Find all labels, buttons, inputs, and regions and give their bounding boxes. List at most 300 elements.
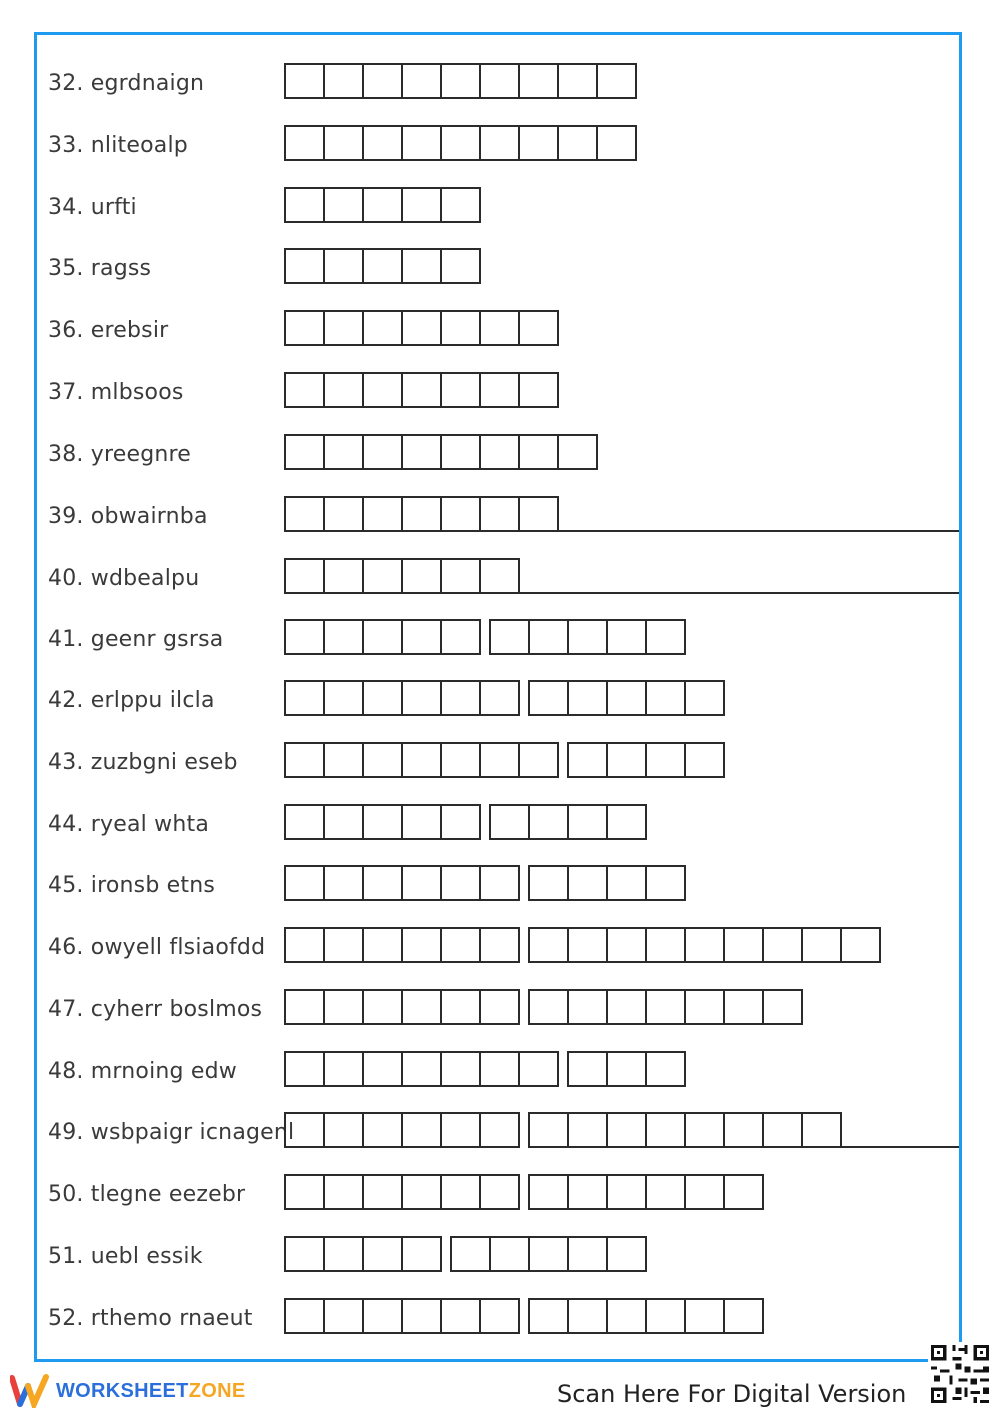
letter-box[interactable] [325, 560, 364, 592]
letter-box[interactable] [530, 1114, 569, 1146]
letter-box[interactable] [325, 1238, 364, 1270]
letter-box[interactable] [520, 436, 559, 468]
letter-box[interactable] [442, 682, 481, 714]
puzzle-row [48, 63, 963, 103]
letter-box[interactable] [725, 1300, 762, 1332]
answer-word-group [284, 1112, 520, 1148]
letter-box[interactable] [530, 682, 569, 714]
puzzle-row [48, 680, 963, 720]
letter-box[interactable] [325, 744, 364, 776]
letter-box[interactable] [559, 65, 598, 97]
answer-word-group [284, 434, 598, 470]
scrambled-word-label: 44. ryeal whta [48, 812, 210, 837]
answer-boxes [284, 804, 655, 840]
scrambled-word-label: 47. cyherr boslmos [48, 997, 263, 1022]
letter-box[interactable] [286, 1300, 325, 1332]
letter-box[interactable] [364, 189, 403, 221]
letter-box[interactable] [442, 127, 481, 159]
letter-box[interactable] [325, 250, 364, 282]
letter-box[interactable] [608, 1176, 647, 1208]
answer-word-group [284, 989, 520, 1025]
letter-box[interactable] [364, 498, 403, 530]
letter-box[interactable] [569, 1176, 608, 1208]
answer-boxes [284, 558, 528, 594]
letter-box[interactable] [364, 65, 403, 97]
letter-box[interactable] [286, 1053, 325, 1085]
letter-box[interactable] [403, 744, 442, 776]
letter-box[interactable] [569, 991, 608, 1023]
answer-boxes [284, 434, 606, 470]
letter-box[interactable] [569, 744, 608, 776]
letter-box[interactable] [403, 1053, 442, 1085]
letter-box[interactable] [569, 929, 608, 961]
puzzle-row [48, 865, 963, 905]
answer-boxes [284, 989, 811, 1025]
letter-box[interactable] [286, 189, 325, 221]
letter-box[interactable] [481, 127, 520, 159]
answer-word-group [284, 619, 481, 655]
letter-box[interactable] [481, 929, 518, 961]
letter-box[interactable] [491, 806, 530, 838]
answer-word-group [284, 680, 520, 716]
answer-boxes [284, 310, 567, 346]
scrambled-word-label: 49. wsbpaigr icnagenl [48, 1120, 295, 1145]
letter-box[interactable] [286, 744, 325, 776]
letter-box[interactable] [647, 1176, 686, 1208]
letter-box[interactable] [647, 991, 686, 1023]
letter-box[interactable] [403, 621, 442, 653]
qr-code-icon[interactable] [928, 1342, 992, 1406]
letter-box[interactable] [481, 1053, 520, 1085]
answer-word-group [528, 865, 686, 901]
letter-box[interactable] [286, 250, 325, 282]
letter-box[interactable] [286, 806, 325, 838]
puzzle-row [48, 1051, 963, 1091]
letter-box[interactable] [764, 991, 801, 1023]
letter-box[interactable] [403, 189, 442, 221]
letter-box[interactable] [481, 1114, 518, 1146]
letter-box[interactable] [364, 991, 403, 1023]
scrambled-word-label: 43. zuzbgni eseb [48, 750, 238, 775]
answer-word-group [284, 1174, 520, 1210]
letter-box[interactable] [559, 127, 598, 159]
letter-box[interactable] [481, 991, 518, 1023]
puzzle-row [48, 434, 963, 474]
letter-box[interactable] [481, 560, 518, 592]
letter-box[interactable] [325, 189, 364, 221]
letter-box[interactable] [530, 806, 569, 838]
answer-boxes [284, 680, 733, 716]
letter-box[interactable] [286, 312, 325, 344]
letter-box[interactable] [647, 1114, 686, 1146]
puzzle-row [48, 1298, 963, 1338]
letter-box[interactable] [608, 806, 645, 838]
answer-line[interactable] [520, 592, 959, 594]
letter-box[interactable] [569, 682, 608, 714]
letter-box[interactable] [286, 560, 325, 592]
letter-box[interactable] [286, 374, 325, 406]
letter-box[interactable] [530, 1238, 569, 1270]
letter-box[interactable] [364, 682, 403, 714]
letter-box[interactable] [608, 1238, 645, 1270]
letter-box[interactable] [725, 1114, 764, 1146]
answer-word-group [567, 1051, 686, 1087]
letter-box[interactable] [520, 1053, 557, 1085]
answer-boxes [284, 1112, 850, 1148]
letter-box[interactable] [569, 621, 608, 653]
puzzle-row [48, 1236, 963, 1276]
letter-box[interactable] [686, 991, 725, 1023]
letter-box[interactable] [286, 1176, 325, 1208]
letter-box[interactable] [608, 1300, 647, 1332]
letter-box[interactable] [442, 929, 481, 961]
letter-box[interactable] [530, 991, 569, 1023]
letter-box[interactable] [481, 374, 520, 406]
letter-box[interactable] [364, 1114, 403, 1146]
letter-box[interactable] [403, 560, 442, 592]
letter-box[interactable] [442, 250, 479, 282]
letter-box[interactable] [520, 312, 557, 344]
letter-box[interactable] [403, 991, 442, 1023]
answer-word-group [284, 496, 559, 532]
letter-box[interactable] [364, 312, 403, 344]
letter-box[interactable] [325, 498, 364, 530]
letter-box[interactable] [442, 374, 481, 406]
letter-box[interactable] [442, 867, 481, 899]
letter-box[interactable] [442, 806, 479, 838]
answer-word-group [284, 248, 481, 284]
answer-word-group [284, 558, 520, 594]
letter-box[interactable] [325, 991, 364, 1023]
puzzle-row [48, 372, 963, 412]
letter-box[interactable] [481, 744, 520, 776]
letter-box[interactable] [325, 1053, 364, 1085]
answer-word-group [450, 1236, 647, 1272]
letter-box[interactable] [325, 621, 364, 653]
answer-line[interactable] [559, 530, 959, 532]
answer-line[interactable] [842, 1146, 959, 1148]
letter-box[interactable] [520, 744, 557, 776]
letter-box[interactable] [686, 682, 723, 714]
letter-box[interactable] [442, 189, 479, 221]
letter-box[interactable] [569, 1238, 608, 1270]
letter-box[interactable] [286, 436, 325, 468]
letter-box[interactable] [286, 621, 325, 653]
letter-box[interactable] [647, 929, 686, 961]
answer-boxes [284, 1298, 772, 1334]
letter-box[interactable] [364, 127, 403, 159]
letter-box[interactable] [364, 436, 403, 468]
letter-box[interactable] [442, 312, 481, 344]
letter-box[interactable] [403, 1176, 442, 1208]
letter-box[interactable] [442, 744, 481, 776]
answer-word-group [528, 927, 881, 963]
letter-box[interactable] [403, 312, 442, 344]
puzzle-row [48, 496, 963, 536]
answer-word-group [284, 927, 520, 963]
puzzle-row [48, 1174, 963, 1214]
letter-box[interactable] [647, 867, 684, 899]
scrambled-word-label: 50. tlegne eezebr [48, 1182, 246, 1207]
letter-box[interactable] [647, 1053, 684, 1085]
brand-part-zone: ZONE [188, 1379, 246, 1402]
letter-box[interactable] [364, 250, 403, 282]
letter-box[interactable] [403, 1114, 442, 1146]
scan-caption: Scan Here For Digital Version [557, 1380, 907, 1408]
answer-word-group [528, 989, 803, 1025]
answer-word-group [284, 1298, 520, 1334]
letter-box[interactable] [842, 929, 879, 961]
scrambled-word-label: 34. urfti [48, 195, 137, 220]
letter-box[interactable] [520, 65, 559, 97]
letter-box[interactable] [530, 1300, 569, 1332]
letter-box[interactable] [686, 1300, 725, 1332]
letter-box[interactable] [491, 621, 530, 653]
letter-box[interactable] [442, 991, 481, 1023]
scrambled-word-label: 35. ragss [48, 256, 152, 281]
letter-box[interactable] [364, 1053, 403, 1085]
answer-boxes [284, 248, 489, 284]
letter-box[interactable] [403, 806, 442, 838]
letter-box[interactable] [598, 65, 635, 97]
letter-box[interactable] [520, 498, 557, 530]
letter-box[interactable] [481, 867, 518, 899]
answer-word-group [528, 1298, 764, 1334]
scrambled-word-label: 32. egrdnaign [48, 71, 205, 96]
answer-word-group [528, 1174, 764, 1210]
letter-box[interactable] [647, 744, 686, 776]
puzzle-row [48, 619, 963, 659]
letter-box[interactable] [481, 312, 520, 344]
letter-box[interactable] [364, 1176, 403, 1208]
letter-box[interactable] [325, 867, 364, 899]
letter-box[interactable] [325, 436, 364, 468]
puzzle-row [48, 125, 963, 165]
scrambled-word-label: 46. owyell flsiaofdd [48, 935, 266, 960]
letter-box[interactable] [286, 682, 325, 714]
letter-box[interactable] [647, 682, 686, 714]
letter-box[interactable] [403, 498, 442, 530]
answer-word-group [284, 125, 637, 161]
letter-box[interactable] [286, 929, 325, 961]
letter-box[interactable] [286, 1238, 325, 1270]
letter-box[interactable] [686, 1114, 725, 1146]
letter-box[interactable] [442, 621, 479, 653]
letter-box[interactable] [286, 991, 325, 1023]
brand-name [56, 1380, 245, 1403]
letter-box[interactable] [442, 1053, 481, 1085]
answer-word-group [284, 804, 481, 840]
letter-box[interactable] [559, 436, 596, 468]
scrambled-word-label: 45. ironsb etns [48, 873, 216, 898]
answer-word-group [284, 63, 637, 99]
letter-box[interactable] [608, 991, 647, 1023]
answer-word-group [284, 865, 520, 901]
letter-box[interactable] [364, 1238, 403, 1270]
puzzle-row [48, 1112, 963, 1152]
letter-box[interactable] [403, 374, 442, 406]
answer-word-group [489, 619, 686, 655]
scrambled-word-label: 36. erebsir [48, 318, 169, 343]
letter-box[interactable] [569, 1300, 608, 1332]
letter-box[interactable] [325, 1176, 364, 1208]
answer-boxes [284, 619, 694, 655]
letter-box[interactable] [442, 1300, 481, 1332]
puzzle-row [48, 927, 963, 967]
answer-word-group [528, 680, 725, 716]
letter-box[interactable] [764, 1114, 803, 1146]
scrambled-word-label: 52. rthemo rnaeut [48, 1306, 253, 1331]
letter-box[interactable] [325, 374, 364, 406]
letter-box[interactable] [403, 867, 442, 899]
letter-box[interactable] [608, 1114, 647, 1146]
letter-box[interactable] [608, 1053, 647, 1085]
letter-box[interactable] [647, 1300, 686, 1332]
letter-box[interactable] [403, 436, 442, 468]
answer-word-group [284, 372, 559, 408]
letter-box[interactable] [481, 1176, 518, 1208]
letter-box[interactable] [325, 312, 364, 344]
letter-box[interactable] [325, 1300, 364, 1332]
letter-box[interactable] [403, 682, 442, 714]
letter-box[interactable] [569, 806, 608, 838]
puzzle-row [48, 310, 963, 350]
letter-box[interactable] [286, 1114, 325, 1146]
scrambled-word-label: 41. geenr gsrsa [48, 627, 224, 652]
letter-box[interactable] [442, 65, 481, 97]
scrambled-word-label: 39. obwairnba [48, 504, 208, 529]
letter-box[interactable] [608, 621, 647, 653]
letter-box[interactable] [530, 1176, 569, 1208]
letter-box[interactable] [403, 929, 442, 961]
letter-box[interactable] [403, 65, 442, 97]
letter-box[interactable] [325, 127, 364, 159]
letter-box[interactable] [364, 929, 403, 961]
letter-box[interactable] [569, 1114, 608, 1146]
letter-box[interactable] [481, 1300, 518, 1332]
answer-boxes [284, 63, 645, 99]
letter-box[interactable] [442, 436, 481, 468]
letter-box[interactable] [442, 560, 481, 592]
letter-box[interactable] [364, 621, 403, 653]
letter-box[interactable] [803, 929, 842, 961]
letter-box[interactable] [481, 682, 518, 714]
answer-word-group [284, 310, 559, 346]
letter-box[interactable] [403, 250, 442, 282]
letter-box[interactable] [686, 929, 725, 961]
letter-box[interactable] [286, 127, 325, 159]
scrambled-word-label: 40. wdbealpu [48, 566, 200, 591]
letter-box[interactable] [364, 744, 403, 776]
answer-word-group [284, 187, 481, 223]
answer-boxes [284, 496, 567, 532]
letter-box[interactable] [364, 560, 403, 592]
letter-box[interactable] [608, 929, 647, 961]
letter-box[interactable] [647, 621, 684, 653]
letter-box[interactable] [725, 991, 764, 1023]
letter-box[interactable] [481, 498, 520, 530]
scrambled-word-label: 33. nliteoalp [48, 133, 188, 158]
answer-boxes [284, 187, 489, 223]
letter-box[interactable] [481, 65, 520, 97]
logo-w-icon [10, 1374, 50, 1408]
brand-part-worksheet: WORKSHEET [56, 1379, 189, 1402]
puzzle-row [48, 804, 963, 844]
answer-boxes [284, 372, 567, 408]
letter-box[interactable] [686, 744, 723, 776]
letter-box[interactable] [325, 65, 364, 97]
answer-word-group [567, 742, 725, 778]
letter-box[interactable] [530, 867, 569, 899]
scrambled-word-label: 48. mrnoing edw [48, 1059, 237, 1084]
letter-box[interactable] [598, 127, 635, 159]
scrambled-word-label: 37. mlbsoos [48, 380, 184, 405]
scrambled-word-label: 38. yreegnre [48, 442, 192, 467]
letter-box[interactable] [325, 682, 364, 714]
letter-box[interactable] [442, 1114, 481, 1146]
answer-boxes [284, 1174, 772, 1210]
letter-box[interactable] [325, 1114, 364, 1146]
answer-word-group [489, 804, 647, 840]
puzzle-row [48, 742, 963, 782]
letter-box[interactable] [364, 867, 403, 899]
letter-box[interactable] [325, 806, 364, 838]
letter-box[interactable] [530, 929, 569, 961]
letter-box[interactable] [403, 1238, 440, 1270]
puzzle-row [48, 989, 963, 1029]
letter-box[interactable] [403, 1300, 442, 1332]
letter-box[interactable] [286, 65, 325, 97]
puzzle-row [48, 187, 963, 227]
letter-box[interactable] [491, 1238, 530, 1270]
answer-word-group [284, 742, 559, 778]
answer-boxes [284, 125, 645, 161]
letter-box[interactable] [520, 374, 557, 406]
letter-box[interactable] [286, 498, 325, 530]
letter-box[interactable] [286, 867, 325, 899]
answer-boxes [284, 865, 694, 901]
answer-boxes [284, 1236, 655, 1272]
letter-box[interactable] [364, 1300, 403, 1332]
letter-box[interactable] [364, 806, 403, 838]
letter-box[interactable] [325, 929, 364, 961]
letter-box[interactable] [403, 127, 442, 159]
scrambled-word-label: 51. uebl essik [48, 1244, 203, 1269]
letter-box[interactable] [764, 929, 803, 961]
worksheetzone-logo[interactable] [10, 1374, 245, 1408]
letter-box[interactable] [569, 1053, 608, 1085]
letter-box[interactable] [725, 929, 764, 961]
answer-word-group [284, 1236, 442, 1272]
letter-box[interactable] [452, 1238, 491, 1270]
letter-box[interactable] [364, 374, 403, 406]
answer-boxes [284, 927, 889, 963]
letter-box[interactable] [442, 498, 481, 530]
letter-box[interactable] [608, 867, 647, 899]
letter-box[interactable] [608, 682, 647, 714]
letter-box[interactable] [608, 744, 647, 776]
puzzle-row [48, 558, 963, 598]
letter-box[interactable] [481, 436, 520, 468]
letter-box[interactable] [569, 867, 608, 899]
letter-box[interactable] [686, 1176, 725, 1208]
letter-box[interactable] [803, 1114, 840, 1146]
answer-boxes [284, 742, 733, 778]
letter-box[interactable] [725, 1176, 762, 1208]
letter-box[interactable] [442, 1176, 481, 1208]
letter-box[interactable] [520, 127, 559, 159]
letter-box[interactable] [530, 621, 569, 653]
